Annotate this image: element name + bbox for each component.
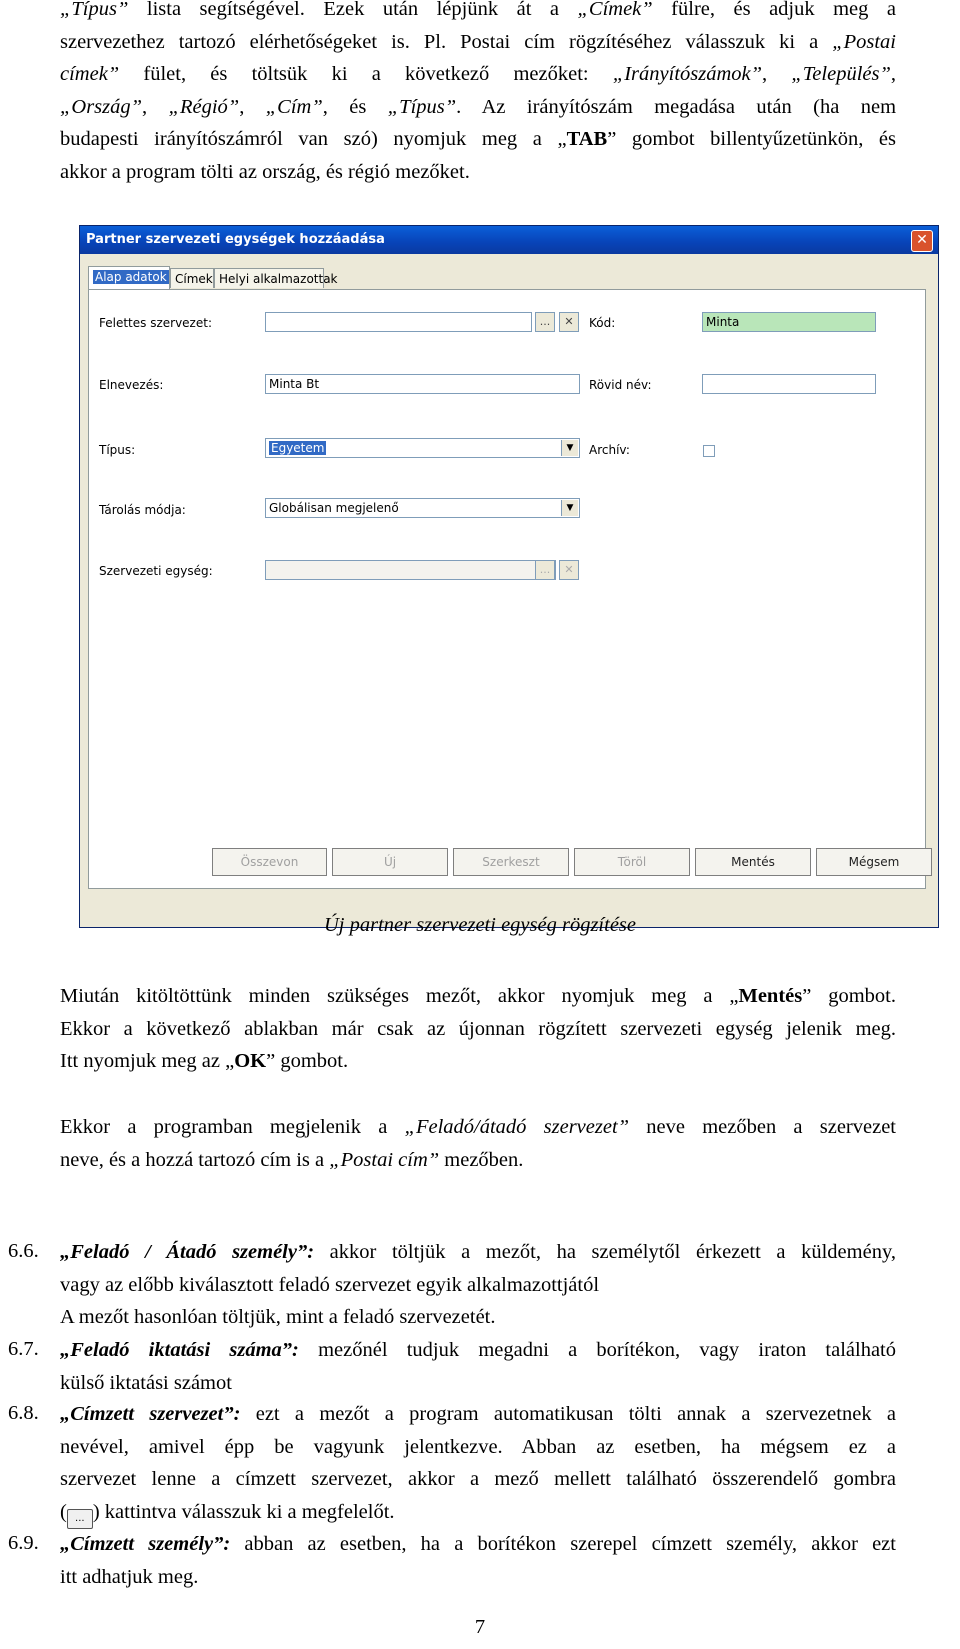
tab-helyi-alkalmazottak[interactable]: Helyi alkalmazottak <box>214 268 324 288</box>
kod-label: Kód: <box>589 316 616 330</box>
result-paragraph <box>60 1111 896 1176</box>
osszevon-button[interactable]: Összevon <box>212 848 327 876</box>
form-panel <box>88 289 926 889</box>
tipus-selected-value: Egyetem <box>271 441 325 455</box>
rovid-nev-field[interactable] <box>702 374 876 394</box>
text-line: budapesti irányítószámról van szó) nyomjuk meg a „TAB” gombot billentyűzetünkön, és <box>60 128 897 150</box>
felettes-clear-button[interactable]: ✕ <box>559 312 579 332</box>
item-number: 6.8. <box>8 1402 39 1424</box>
text-line: ( ... ) kattintva válasszuk ki a megfelelőt. <box>60 1496 896 1529</box>
item-number: 6.7. <box>8 1338 39 1360</box>
item-number: 6.9. <box>8 1532 39 1554</box>
text-line: címek” fület, és töltsük ki a következő mezőket: „Irányítószámok”, „Település”, <box>60 63 896 85</box>
kod-field[interactable]: Minta <box>702 312 876 332</box>
chevron-down-icon[interactable]: ▼ <box>561 500 578 516</box>
item-number: 6.6. <box>8 1240 39 1262</box>
szervezeti-clear-button[interactable]: ✕ <box>559 560 579 580</box>
item-6-8 <box>60 1398 896 1529</box>
text-line: szervezet lenne a címzett szervezet, akkor a mező mellett található összerendelő gombra <box>60 1468 896 1490</box>
mentes-button[interactable]: Mentés <box>695 848 811 876</box>
text-line: „Feladó / Átadó személy”: akkor töltjük a mezőt, ha személytől érkezett a küldemény, <box>60 1241 896 1263</box>
tarolas-label: Tárolás módja: <box>99 503 186 517</box>
text-line: neve, és a hozzá tartozó cím is a „Postai cím” mezőben. <box>60 1148 524 1171</box>
close-icon[interactable]: ✕ <box>911 230 933 252</box>
elnevezes-label: Elnevezés: <box>99 378 164 392</box>
browse-button-icon: ... <box>67 1509 93 1529</box>
text-line: „Címzett szervezet”: ezt a mezőt a program automatikusan tölti annak a szervezetnek a <box>60 1403 896 1425</box>
text-line: Miután kitöltöttünk minden szükséges mezőt, akkor nyomjuk meg a „Mentés” gombot. <box>60 985 896 1007</box>
save-paragraph <box>60 980 896 1078</box>
uj-button[interactable]: Új <box>332 848 448 876</box>
szerkeszt-button[interactable]: Szerkeszt <box>453 848 569 876</box>
tarolas-selected-value: Globálisan megjelenő <box>269 501 399 515</box>
text-line: vagy az előbb kiválasztott feladó szervezet egyik alkalmazottjától <box>60 1273 600 1296</box>
text-line: Ekkor a következő ablakban már csak az újonnan rögzített szervezeti egység jelenik meg. <box>60 1017 896 1040</box>
dialog-titlebar <box>80 226 938 254</box>
text-line: akkor a program tölti az ország, és régió mezőket. <box>60 160 470 183</box>
szervezeti-field[interactable] <box>265 560 556 580</box>
item-6-9 <box>60 1528 896 1593</box>
tipus-select[interactable] <box>265 438 580 458</box>
text-line: itt adhatjuk meg. <box>60 1565 199 1588</box>
text-line: „Típus” lista segítségével. Ezek után lépjünk át a „Címek” fülre, és adjuk meg a <box>60 0 897 20</box>
elnevezes-field[interactable]: Minta Bt <box>265 374 580 394</box>
felettes-field[interactable] <box>265 312 532 332</box>
intro-paragraph <box>60 0 896 188</box>
text-line: Itt nyomjuk meg az „OK” gombot. <box>60 1050 349 1072</box>
text-line: szervezethez tartozó elérhetőségeket is. Pl. Postai cím rögzítéséhez válasszuk ki a „Postai <box>60 30 896 53</box>
item-6-7 <box>60 1334 896 1399</box>
dialog-screenshot <box>79 225 939 928</box>
figure-caption: Új partner szervezeti egység rögzítése <box>324 914 636 936</box>
tarolas-select[interactable] <box>265 498 580 518</box>
tab-alap-adatok[interactable]: Alap adatok <box>88 266 170 289</box>
text-line: nevével, amivel épp be vagyunk jelentkezve. Abban az esetben, ha mégsem ez a <box>60 1435 896 1458</box>
archiv-label: Archív: <box>589 443 630 457</box>
tipus-label: Típus: <box>99 443 136 457</box>
felettes-label: Felettes szervezet: <box>99 316 212 330</box>
tab-cimek[interactable]: Címek <box>170 268 214 288</box>
szervezeti-label: Szervezeti egység: <box>99 564 213 578</box>
text-line: „Ország”, „Régió”, „Cím”, és „Típus”. Az irányítószám megadása után (ha nem <box>60 95 897 118</box>
felettes-browse-button[interactable]: ... <box>535 312 555 332</box>
text-line: „Feladó iktatási száma”: mezőnél tudjuk megadni a borítékon, vagy iraton található <box>60 1339 896 1361</box>
page-number: 7 <box>474 1616 486 1638</box>
text-line: „Címzett személy”: abban az esetben, ha a borítékon szerepel címzett személy, akkor ezt <box>60 1533 896 1555</box>
archiv-checkbox[interactable] <box>703 445 715 457</box>
dialog-title: Partner szervezeti egységek hozzáadása <box>86 232 385 247</box>
szervezeti-browse-button[interactable]: ... <box>535 560 555 580</box>
item-6-6 <box>60 1236 896 1334</box>
megsem-button[interactable]: Mégsem <box>816 848 932 876</box>
torol-button[interactable]: Töröl <box>574 848 690 876</box>
text-line: A mezőt hasonlóan töltjük, mint a feladó szervezetét. <box>60 1306 496 1328</box>
text-line: külső iktatási számot <box>60 1371 232 1394</box>
text-line: Ekkor a programban megjelenik a „Feladó/átadó szervezet” neve mezőben a szervezet <box>60 1116 896 1138</box>
rovid-nev-label: Rövid név: <box>589 378 652 392</box>
chevron-down-icon[interactable]: ▼ <box>561 440 578 456</box>
